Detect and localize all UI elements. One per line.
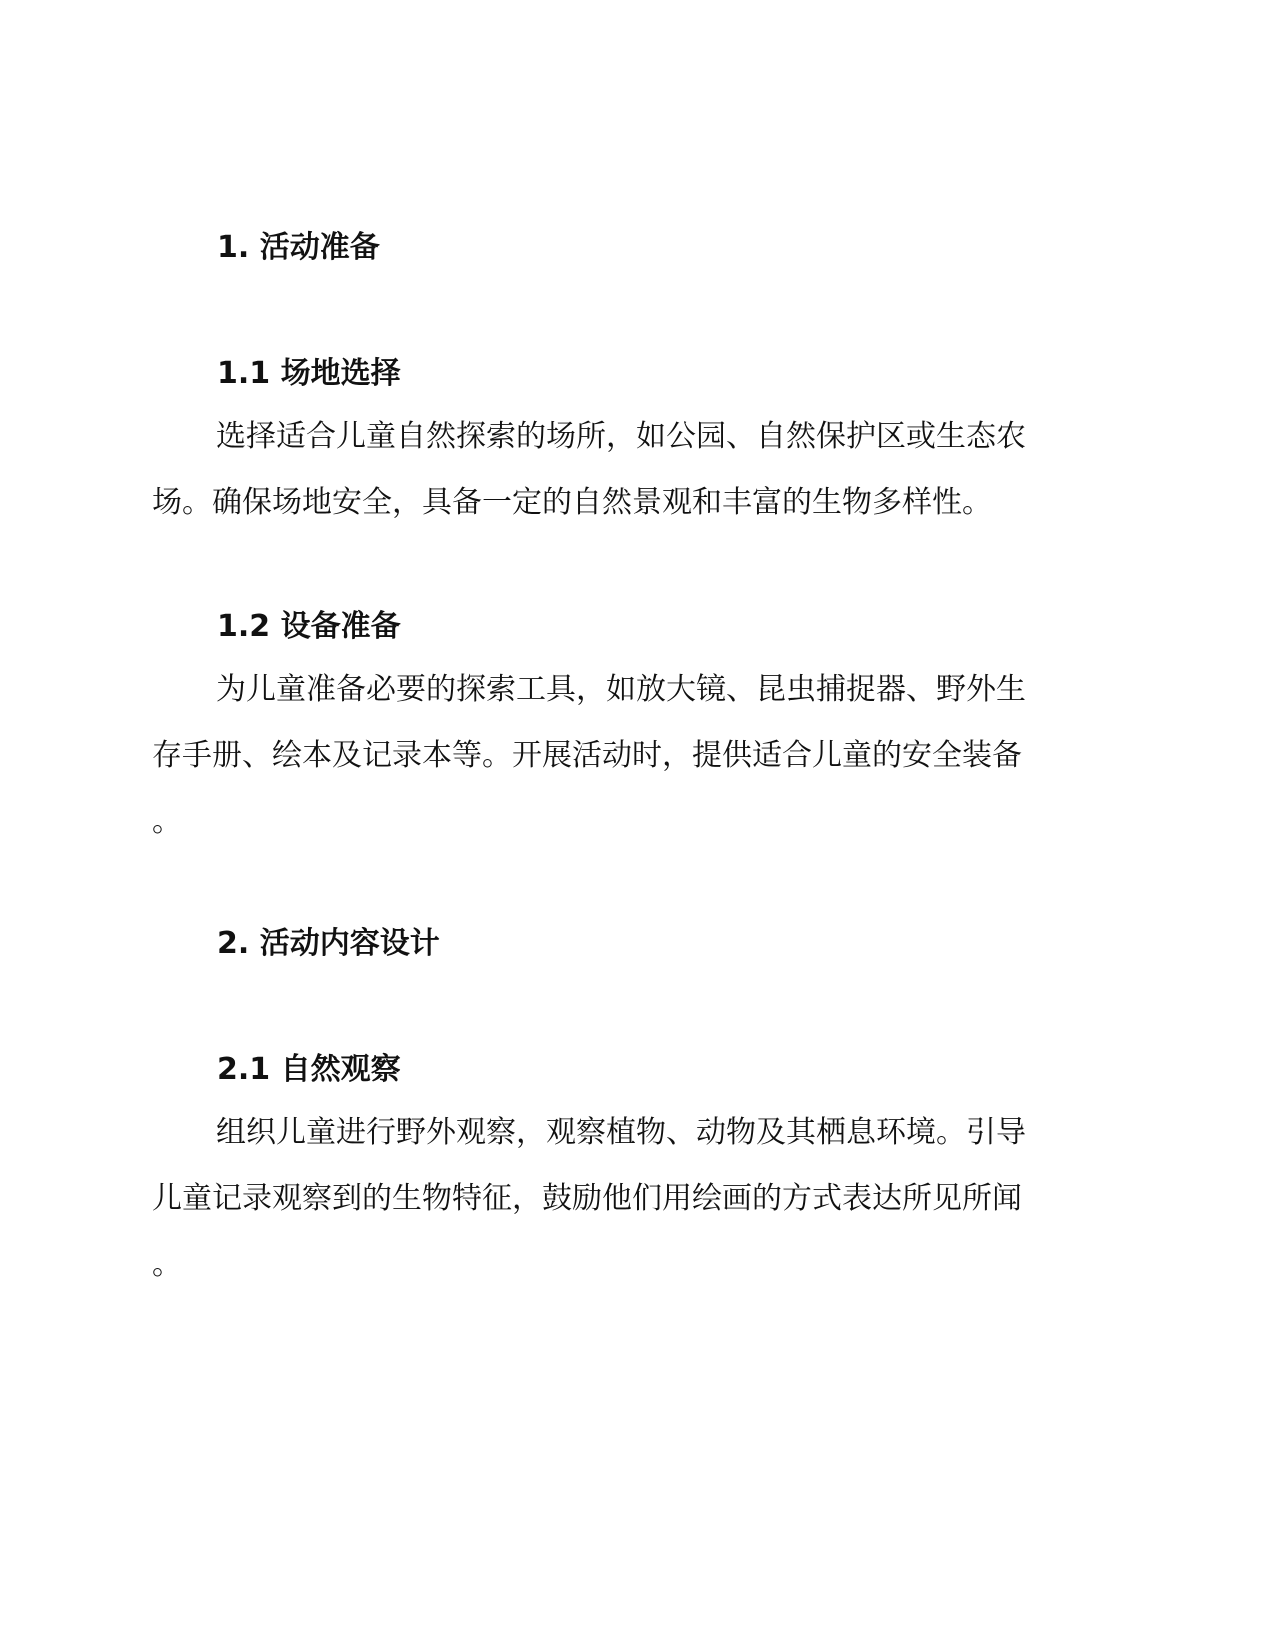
paragraph-equipment — [152, 657, 1117, 855]
paragraph-line: 为儿童准备必要的探索工具，如放大镜、昆虫捕捉器、野外生 — [216, 672, 1026, 707]
subsection-heading-2-1: 2.1 自然观察 — [217, 1052, 401, 1087]
paragraph-line: 选择适合儿童自然探索的场所，如公园、自然保护区或生态农 — [216, 419, 1026, 454]
paragraph-line: 存手册、绘本及记录本等。开展活动时，提供适合儿童的安全装备 — [152, 738, 1022, 773]
paragraph-line: 。 — [152, 1247, 182, 1282]
paragraph-nature-observation — [152, 1100, 1117, 1298]
paragraph-line: 组织儿童进行野外观察，观察植物、动物及其栖息环境。引导 — [216, 1115, 1026, 1150]
section-heading-2: 2. 活动内容设计 — [217, 926, 440, 961]
subsection-heading-1-2: 1.2 设备准备 — [217, 609, 401, 644]
section-heading-1: 1. 活动准备 — [217, 230, 380, 265]
paragraph-site-selection — [152, 404, 1117, 536]
paragraph-line: 场。确保场地安全，具备一定的自然景观和丰富的生物多样性。 — [152, 485, 992, 520]
paragraph-line: 儿童记录观察到的生物特征，鼓励他们用绘画的方式表达所见所闻 — [152, 1181, 1022, 1216]
paragraph-line: 。 — [152, 804, 182, 839]
subsection-heading-1-1: 1.1 场地选择 — [217, 356, 401, 391]
